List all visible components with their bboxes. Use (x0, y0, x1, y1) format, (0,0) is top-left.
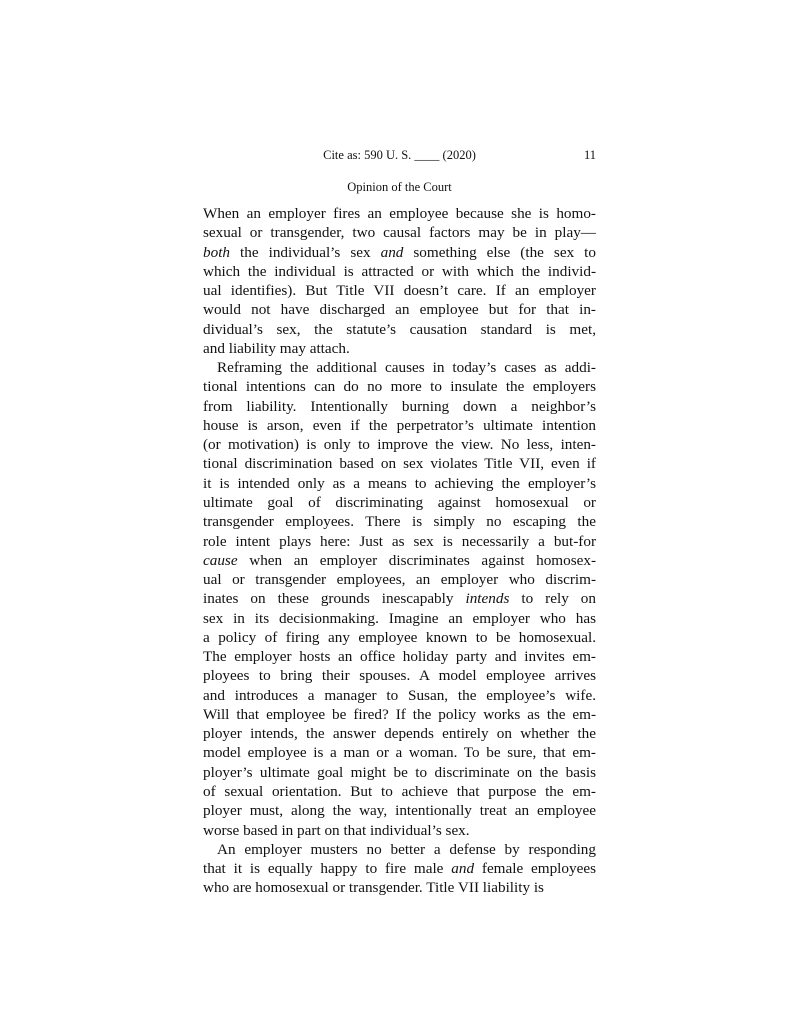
text-segment: would not have discharged an employee but for that in- (203, 301, 596, 319)
text-line (203, 609, 596, 628)
text-line (203, 204, 596, 223)
running-head (203, 148, 596, 166)
italic-text: cause (203, 551, 238, 569)
text-line (203, 782, 596, 801)
text-segment: ployer intends, the answer depends entirely on whether the (203, 725, 596, 743)
text-segment: ployees to bring their spouses. A model employee arrives (203, 667, 596, 685)
text-segment: that it is equally happy to fire male (203, 860, 452, 878)
text-line (203, 666, 596, 685)
text-line (203, 763, 596, 782)
text-segment: When an employer fires an employee because she is homo- (203, 205, 596, 222)
text-segment: the individual’s sex (230, 243, 381, 261)
text-segment: something else (the sex to (403, 243, 596, 261)
text-line (203, 570, 596, 589)
text-segment: (or motivation) is only to improve the view. No less, inten- (203, 436, 596, 454)
text-segment: a policy of firing any employee known to be homosexual. (203, 628, 596, 646)
italic-text: both (203, 243, 231, 261)
text-line (203, 512, 596, 531)
text-line (203, 628, 596, 647)
text-line (203, 397, 596, 416)
text-segment: ployer must, along the way, intentionally treat an employee (203, 802, 596, 820)
text-segment: house is arson, even if the perpetrator’s ultimate intention (203, 416, 596, 434)
text-segment: ultimate goal of discriminating against homosexual or (203, 493, 596, 511)
text-line (203, 686, 596, 705)
text-segment: sexual or transgender, two causal factors may be in play— (203, 224, 596, 242)
text-segment: ual identifies). But Title VII doesn’t care. If an employer (203, 282, 596, 300)
text-segment: and liability may attach. (203, 339, 350, 357)
text-line (203, 589, 596, 608)
text-segment: transgender employees. There is simply no escaping the (203, 513, 596, 531)
text-line (203, 243, 596, 262)
citation-header: Cite as: 590 U. S. ____ (2020) (323, 148, 476, 162)
text-segment: Will that employee be fired? If the policy works as the em- (203, 705, 596, 723)
italic-text: and (380, 243, 404, 261)
text-line (203, 705, 596, 724)
italic-text: intends (465, 590, 510, 608)
text-segment: to rely on (509, 590, 596, 608)
text-line (203, 840, 596, 859)
text-segment: ual or transgender employees, an employer who discrim- (203, 571, 596, 589)
text-line (203, 454, 596, 473)
text-segment: model employee is a man or a woman. To be sure, that em- (203, 744, 596, 762)
text-segment: An employer musters no better a defense by responding (217, 840, 596, 858)
text-segment: worse based in part on that individual’s sex. (203, 821, 470, 839)
text-segment: tional intentions can do no more to insulate the employers (203, 378, 596, 396)
text-line (203, 339, 596, 358)
text-segment: it is intended only as a means to achieving the employer’s (203, 474, 596, 492)
text-line (203, 878, 596, 897)
text-line (203, 300, 596, 319)
text-line (203, 377, 596, 396)
page-number: 11 (583, 148, 596, 162)
text-line (203, 416, 596, 435)
text-line (203, 647, 596, 666)
text-line (203, 223, 596, 242)
text-segment: and introduces a manager to Susan, the employee’s wife. (203, 686, 596, 704)
text-segment: tional discrimination based on sex violates Title VII, even if (203, 455, 596, 473)
text-segment: from liability. Intentionally burning down a neighbor’s (203, 397, 596, 415)
text-line (203, 474, 596, 493)
text-segment: ployer’s ultimate goal might be to discriminate on the basis (203, 763, 596, 781)
text-segment: which the individual is attracted or with which the individ- (203, 262, 596, 280)
text-segment: when an employer discriminates against homosex- (237, 551, 596, 569)
text-line (203, 743, 596, 762)
text-segment: female employees (474, 860, 596, 878)
text-line (203, 435, 596, 454)
text-segment: who are homosexual or transgender. Title VII liability is (203, 879, 544, 897)
text-line (203, 821, 596, 840)
text-line (203, 281, 596, 300)
text-line (203, 532, 596, 551)
text-line (203, 859, 596, 878)
text-segment: sex in its decisionmaking. Imagine an employer who has (203, 609, 596, 627)
text-segment: Reframing the additional causes in today’s cases as addi- (217, 359, 596, 377)
text-line (203, 320, 596, 339)
text-line (203, 262, 596, 281)
text-line (203, 358, 596, 377)
opinion-body (203, 204, 596, 898)
text-line (203, 724, 596, 743)
text-segment: of sexual orientation. But to achieve that purpose the em- (203, 782, 596, 800)
text-segment: role intent plays here: Just as sex is necessarily a but-for (203, 532, 596, 550)
text-segment: dividual’s sex, the statute’s causation standard is met, (203, 320, 596, 338)
text-line (203, 551, 596, 570)
text-segment: inates on these grounds inescapably (203, 590, 466, 608)
text-line (203, 801, 596, 820)
text-line (203, 493, 596, 512)
text-segment: The employer hosts an office holiday party and invites em- (203, 648, 596, 666)
opinion-label: Opinion of the Court (347, 180, 452, 194)
italic-text: and (451, 860, 475, 878)
